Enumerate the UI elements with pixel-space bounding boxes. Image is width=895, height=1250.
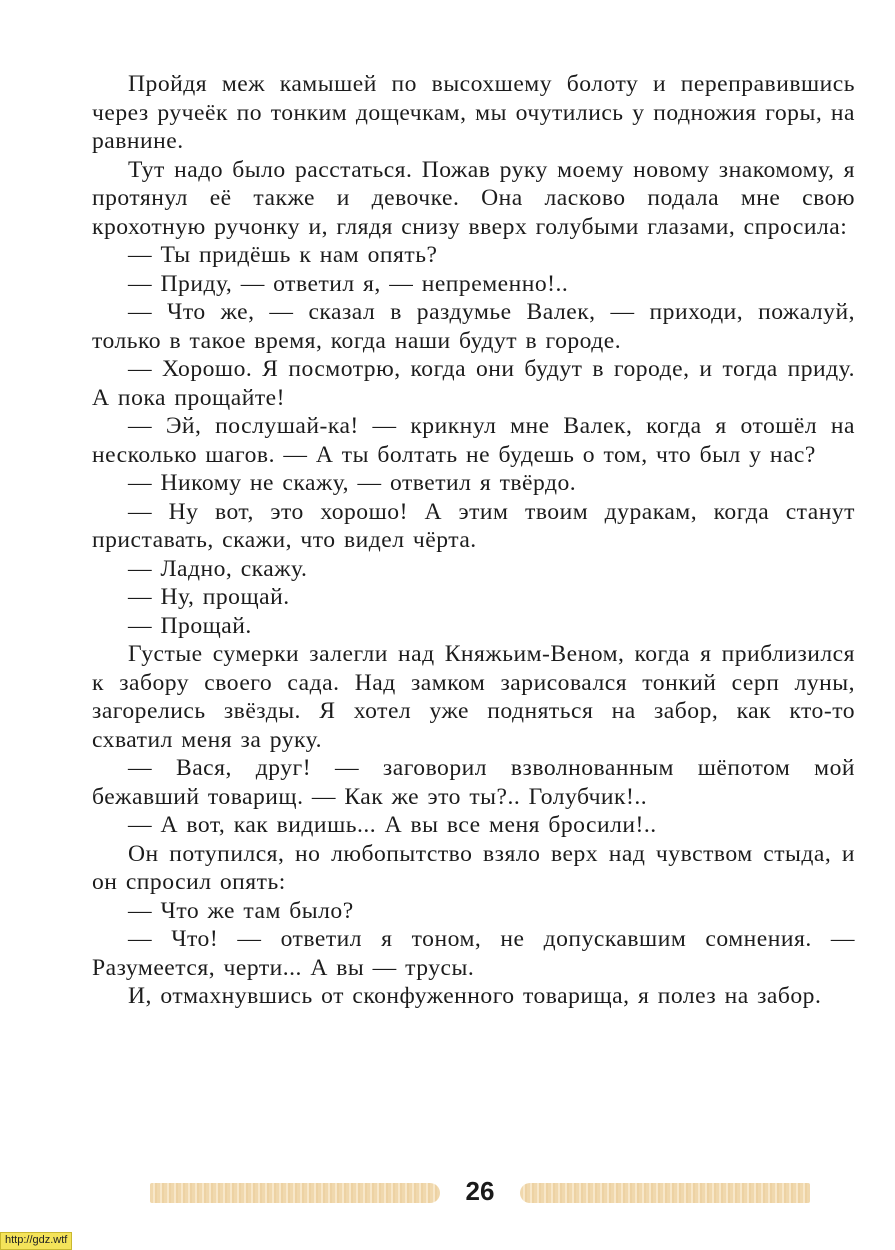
- paragraph: — А вот, как видишь... А вы все меня бросили!..: [128, 812, 657, 838]
- footer-decor-right: [520, 1183, 810, 1203]
- footer-decor-left: [150, 1183, 440, 1203]
- paragraph: Пройдя меж камышей по высохшему болоту и переправившись через ручеёк по тонким дощечкам, мы очутились у подножия горы, на равнине.: [92, 71, 855, 154]
- paragraph: Тут надо было расстаться. Пожав руку моему новому знакомому, я протянул её также и девочке. Она ласково подала мне свою крохотную ручонку и, глядя снизу вверх голубыми глазами, спросила:: [92, 156, 855, 240]
- paragraph: — Что! — ответил я тоном, не допускавшим сомнения. — Разумеется, черти... А вы — трусы.: [92, 926, 855, 981]
- paragraph: И, отмахнувшись от сконфуженного товарища, я полез на забор.: [128, 983, 822, 1009]
- page-number: 26: [465, 1176, 495, 1206]
- watermark-link[interactable]: http://gdz.wtf: [0, 1232, 72, 1250]
- paragraph: — Что же, — сказал в раздумье Валек, — приходи, пожалуй, только в такое время, когда наши будут в городе.: [92, 299, 855, 354]
- paragraph: — Хорошо. Я посмотрю, когда они будут в городе, и тогда приду. А пока прощайте!: [92, 356, 855, 411]
- paragraph: — Ну вот, это хорошо! А этим твоим дуракам, когда станут приставать, скажи, что видел чёрта.: [92, 498, 855, 553]
- paragraph: — Вася, друг! — заговорил взволнованным шёпотом мой бежавший товарищ. — Как же это ты?.. Голубчик!..: [92, 755, 855, 810]
- paragraph: — Приду, — ответил я, — непременно!..: [128, 270, 569, 297]
- paragraph: — Ладно, скажу.: [128, 555, 308, 582]
- paragraph: — Прощай.: [128, 612, 252, 639]
- paragraph: — Ну, прощай.: [128, 584, 290, 610]
- paragraph: — Никому не скажу, — ответил я твёрдо.: [128, 470, 577, 496]
- paragraph: — Что же там было?: [128, 897, 354, 924]
- paragraph: Густые сумерки залегли над Княжьим-Веном, когда я приблизился к забору своего сада. Над замком зарисовался тонкий серп луны, загорелись звёзды. Я хотел уже подняться на забор, как кто-то схватил меня за руку.: [92, 641, 855, 753]
- paragraph: — Ты придёшь к нам опять?: [128, 242, 438, 268]
- paragraph: — Эй, послушай-ка! — крикнул мне Валек, когда я отошёл на несколько шагов. — А ты болтать не будешь о том, что был у нас?: [92, 413, 855, 468]
- paragraph: Он потупился, но любопытство взяло верх над чувством стыда, и он спросил опять:: [92, 840, 855, 895]
- page-footer: [150, 1172, 810, 1212]
- page-text: [92, 70, 855, 1011]
